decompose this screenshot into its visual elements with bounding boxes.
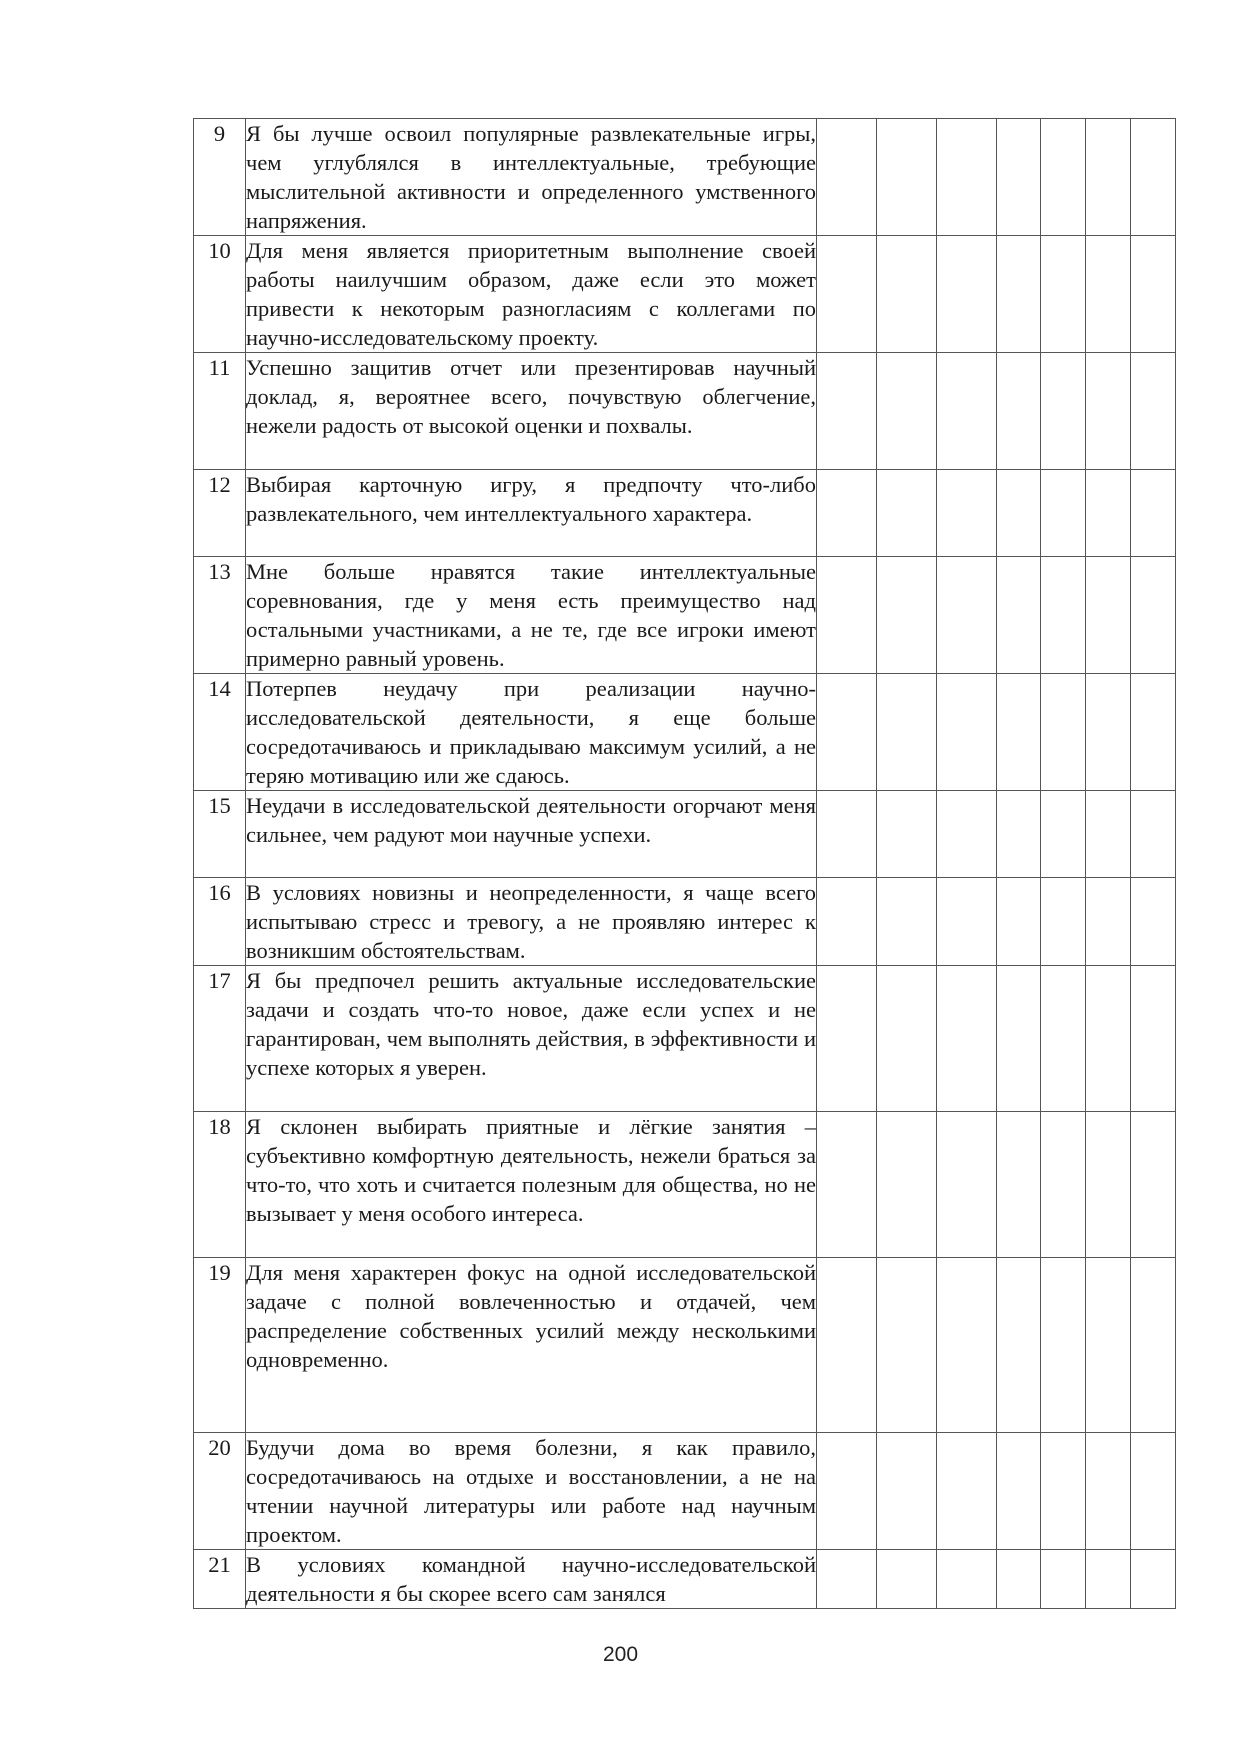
answer-cell[interactable] [937, 119, 997, 236]
answer-cell[interactable] [817, 791, 877, 878]
item-number: 17 [194, 966, 246, 1112]
answer-cell[interactable] [937, 236, 997, 353]
answer-cell[interactable] [997, 966, 1041, 1112]
item-number: 19 [194, 1258, 246, 1433]
answer-cell[interactable] [1086, 236, 1131, 353]
answer-cell[interactable] [817, 119, 877, 236]
answer-cell[interactable] [1086, 1550, 1131, 1609]
answer-cell[interactable] [1041, 1112, 1086, 1258]
answer-cell[interactable] [1131, 119, 1176, 236]
answer-cell[interactable] [877, 791, 937, 878]
table-row [194, 119, 1176, 236]
table-row [194, 1112, 1176, 1258]
item-number: 11 [194, 353, 246, 470]
answer-cell[interactable] [937, 791, 997, 878]
answer-cell[interactable] [817, 470, 877, 557]
item-statement: Потерпев неудачу при реализации научно-исследовательской деятельности, я еще больше сосредотачиваюсь и прикладываю максимум усилий, а не теряю мотивацию или же сдаюсь. [246, 674, 817, 791]
item-number: 13 [194, 557, 246, 674]
answer-cell[interactable] [1086, 878, 1131, 966]
answer-cell[interactable] [817, 674, 877, 791]
answer-cell[interactable] [877, 1258, 937, 1433]
answer-cell[interactable] [1131, 1433, 1176, 1550]
answer-cell[interactable] [1041, 966, 1086, 1112]
answer-cell[interactable] [1041, 557, 1086, 674]
answer-cell[interactable] [817, 1550, 877, 1609]
answer-cell[interactable] [1131, 791, 1176, 878]
answer-cell[interactable] [817, 1112, 877, 1258]
table-row [194, 966, 1176, 1112]
answer-cell[interactable] [937, 1258, 997, 1433]
table-row [194, 470, 1176, 557]
answer-cell[interactable] [817, 966, 877, 1112]
item-statement: Я бы предпочел решить актуальные исследовательские задачи и создать что-то новое, даже если успех и не гарантирован, чем выполнять действия, в эффективности и успехе которых я уверен. [246, 966, 817, 1112]
answer-cell[interactable] [997, 674, 1041, 791]
answer-cell[interactable] [817, 236, 877, 353]
table-row [194, 1258, 1176, 1433]
table-row [194, 353, 1176, 470]
answer-cell[interactable] [997, 791, 1041, 878]
table-row [194, 557, 1176, 674]
answer-cell[interactable] [937, 1550, 997, 1609]
table-row [194, 1433, 1176, 1550]
answer-cell[interactable] [997, 236, 1041, 353]
answer-cell[interactable] [997, 1112, 1041, 1258]
answer-cell[interactable] [1086, 119, 1131, 236]
item-number: 20 [194, 1433, 246, 1550]
answer-cell[interactable] [1131, 470, 1176, 557]
answer-cell[interactable] [1086, 1112, 1131, 1258]
answer-cell[interactable] [817, 353, 877, 470]
item-statement: Неудачи в исследовательской деятельности огорчают меня сильнее, чем радуют мои научные успехи. [246, 791, 817, 878]
item-statement: В условиях командной научно-исследовательской деятельности я бы скорее всего сам занялся [246, 1550, 817, 1609]
answer-cell[interactable] [1131, 674, 1176, 791]
item-statement: Мне больше нравятся такие интеллектуальные соревнования, где у меня есть преимущество над остальными участниками, а не те, где все игроки имеют примерно равный уровень. [246, 557, 817, 674]
answer-cell[interactable] [1041, 236, 1086, 353]
answer-cell[interactable] [817, 557, 877, 674]
table-row [194, 1550, 1176, 1609]
answer-cell[interactable] [1041, 878, 1086, 966]
item-number: 18 [194, 1112, 246, 1258]
item-number: 15 [194, 791, 246, 878]
answer-cell[interactable] [1086, 966, 1131, 1112]
answer-cell[interactable] [877, 878, 937, 966]
answer-cell[interactable] [877, 353, 937, 470]
answer-cell[interactable] [997, 1550, 1041, 1609]
table-row [194, 791, 1176, 878]
answer-cell[interactable] [1041, 1258, 1086, 1433]
answer-cell[interactable] [1041, 1433, 1086, 1550]
table-row [194, 878, 1176, 966]
item-statement: Успешно защитив отчет или презентировав научный доклад, я, вероятнее всего, почувствую облегчение, нежели радость от высокой оценки и похвалы. [246, 353, 817, 470]
answer-cell[interactable] [877, 674, 937, 791]
item-number: 9 [194, 119, 246, 236]
answer-cell[interactable] [997, 557, 1041, 674]
answer-cell[interactable] [1131, 878, 1176, 966]
answer-cell[interactable] [1041, 1550, 1086, 1609]
answer-cell[interactable] [997, 119, 1041, 236]
answer-cell[interactable] [1131, 353, 1176, 470]
answer-cell[interactable] [877, 236, 937, 353]
answer-cell[interactable] [817, 1258, 877, 1433]
answer-cell[interactable] [1086, 1258, 1131, 1433]
item-statement: Будучи дома во время болезни, я как правило, сосредотачиваюсь на отдыхе и восстановлении, а не на чтении научной литературы или работе над научным проектом. [246, 1433, 817, 1550]
item-statement: Выбирая карточную игру, я предпочту что-либо развлекательного, чем интеллектуального характера. [246, 470, 817, 557]
answer-cell[interactable] [1131, 1112, 1176, 1258]
answer-cell[interactable] [877, 119, 937, 236]
answer-cell[interactable] [1131, 966, 1176, 1112]
answer-cell[interactable] [877, 1433, 937, 1550]
answer-cell[interactable] [937, 1433, 997, 1550]
answer-cell[interactable] [1086, 791, 1131, 878]
answer-cell[interactable] [877, 966, 937, 1112]
page-number: 200 [602, 1643, 639, 1666]
answer-cell[interactable] [877, 470, 937, 557]
answer-cell[interactable] [937, 966, 997, 1112]
answer-cell[interactable] [1041, 470, 1086, 557]
answer-cell[interactable] [1086, 1433, 1131, 1550]
table-row [194, 236, 1176, 353]
answer-cell[interactable] [1041, 674, 1086, 791]
answer-cell[interactable] [817, 878, 877, 966]
answer-cell[interactable] [997, 878, 1041, 966]
item-number: 16 [194, 878, 246, 966]
answer-cell[interactable] [1086, 353, 1131, 470]
answer-cell[interactable] [1131, 1550, 1176, 1609]
answer-cell[interactable] [817, 1433, 877, 1550]
item-number: 12 [194, 470, 246, 557]
answer-cell[interactable] [1086, 674, 1131, 791]
item-statement: Для меня характерен фокус на одной исследовательской задаче с полной вовлеченностью и отдачей, чем распределение собственных усилий между несколькими одновременно. [246, 1258, 817, 1433]
answer-cell[interactable] [1041, 791, 1086, 878]
answer-cell[interactable] [1131, 236, 1176, 353]
answer-cell[interactable] [1086, 470, 1131, 557]
answer-cell[interactable] [1131, 557, 1176, 674]
answer-cell[interactable] [937, 557, 997, 674]
answer-cell[interactable] [997, 1433, 1041, 1550]
answer-cell[interactable] [997, 470, 1041, 557]
questionnaire-table [193, 118, 1176, 1609]
answer-cell[interactable] [877, 1112, 937, 1258]
questionnaire-body [194, 119, 1176, 1609]
item-statement: Я бы лучше освоил популярные развлекательные игры, чем углублялся в интеллектуальные, требующие мыслительной активности и определенного умственного напряжения. [246, 119, 817, 236]
item-statement: Я склонен выбирать приятные и лёгкие занятия – субъективно комфортную деятельность, нежели браться за что-то, что хоть и считается полезным для общества, но не вызывает у меня особого интереса. [246, 1112, 817, 1258]
answer-cell[interactable] [1041, 119, 1086, 236]
answer-cell[interactable] [877, 1550, 937, 1609]
answer-cell[interactable] [1131, 1258, 1176, 1433]
table-row [194, 674, 1176, 791]
answer-cell[interactable] [1041, 353, 1086, 470]
answer-cell[interactable] [937, 878, 997, 966]
answer-cell[interactable] [997, 1258, 1041, 1433]
item-number: 10 [194, 236, 246, 353]
answer-cell[interactable] [997, 353, 1041, 470]
answer-cell[interactable] [1086, 557, 1131, 674]
item-number: 14 [194, 674, 246, 791]
item-statement: В условиях новизны и неопределенности, я чаще всего испытываю стресс и тревогу, а не проявляю интерес к возникшим обстоятельствам. [246, 878, 817, 966]
answer-cell[interactable] [937, 1112, 997, 1258]
item-statement: Для меня является приоритетным выполнение своей работы наилучшим образом, даже если это может привести к некоторым разногласиям с коллегами по научно-исследовательскому проекту. [246, 236, 817, 353]
answer-cell[interactable] [877, 557, 937, 674]
answer-cell[interactable] [937, 353, 997, 470]
answer-cell[interactable] [937, 674, 997, 791]
answer-cell[interactable] [937, 470, 997, 557]
item-number: 21 [194, 1550, 246, 1609]
